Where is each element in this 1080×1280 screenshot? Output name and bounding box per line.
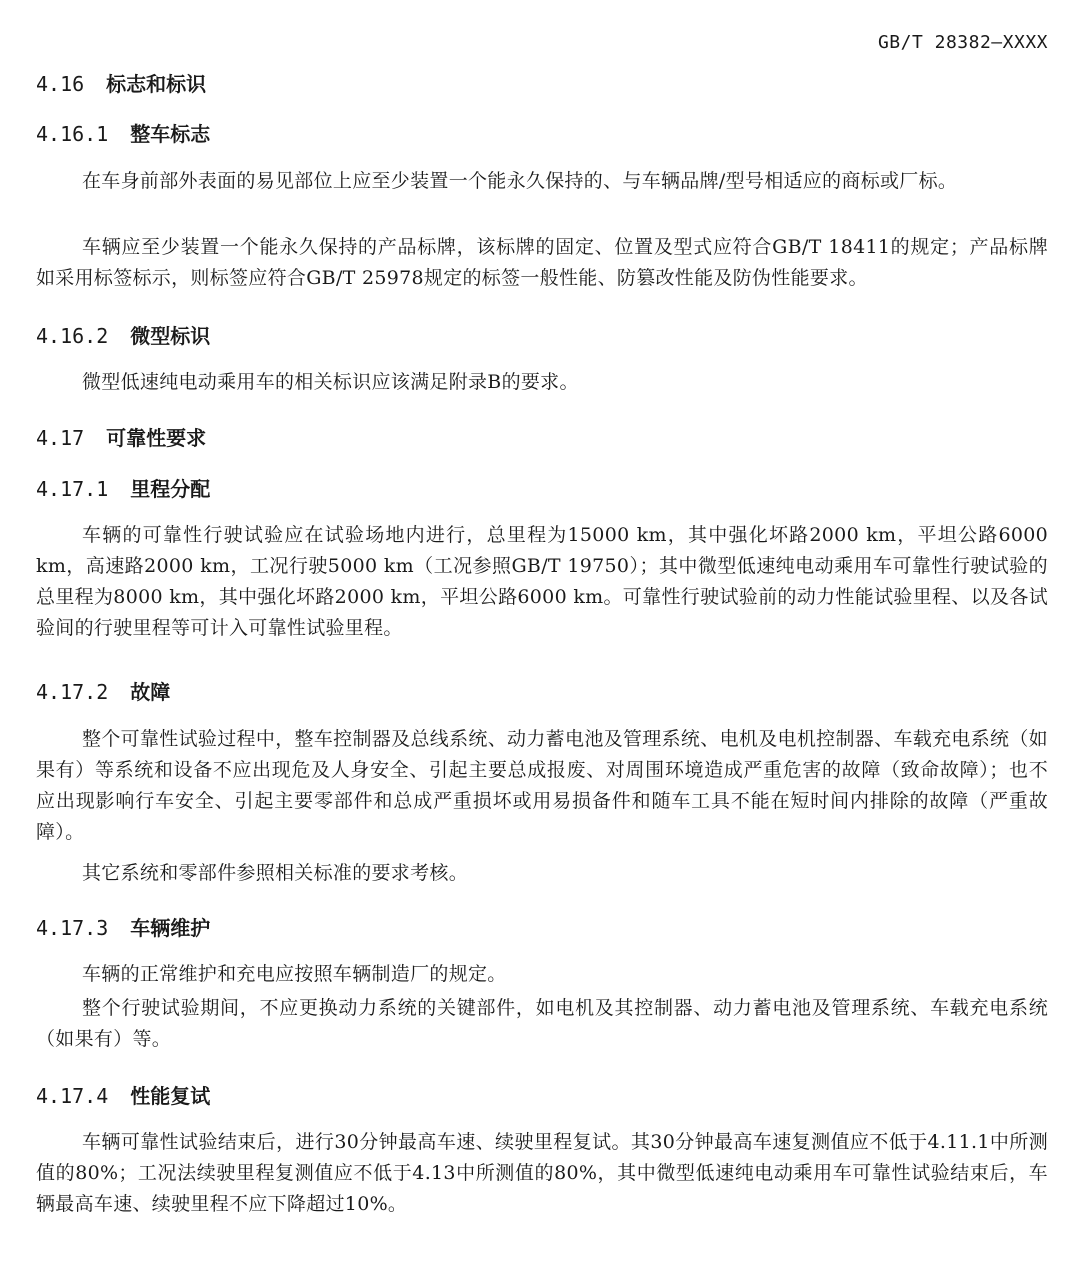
section-title: 车辆维护 xyxy=(130,916,211,940)
paragraph: 在车身前部外表面的易见部位上应至少装置一个能永久保持的、与车辆品牌/型号相适应的商标或厂标。 xyxy=(82,170,958,192)
heading-4-16 xyxy=(36,68,206,97)
paragraph: 车辆应至少装置一个能永久保持的产品标牌，该标牌的固定、位置及型式应符合GB/T 18411的规定；产品标牌如采用标签标示，则标签应符合GB/T 25978规定的标签一般性能、防篡改性能及防伪性能要求。 xyxy=(36,236,1048,289)
section-title: 整车标志 xyxy=(130,122,211,146)
section-title: 微型标识 xyxy=(130,324,211,348)
section-number: 4.17.4 xyxy=(36,1084,109,1108)
section-number: 4.17.1 xyxy=(36,477,109,501)
section-title: 性能复试 xyxy=(130,1084,211,1108)
paragraph: 车辆可靠性试验结束后，进行30分钟最高车速、续驶里程复试。其30分钟最高车速复测值应不低于4.11.1中所测值的80%；工况法续驶里程复测值应不低于4.13中所测值的80%，其中微型低速纯电动乘用车可靠性试验结束后，车辆最高车速、续驶里程不应下降超过10%。 xyxy=(36,1131,1048,1215)
section-number: 4.17.3 xyxy=(36,916,109,940)
paragraph: 整个行驶试验期间，不应更换动力系统的关键部件，如电机及其控制器、动力蓄电池及管理系统、车载充电系统（如果有）等。 xyxy=(36,997,1048,1050)
section-number: 4.16 xyxy=(36,72,85,96)
heading-4-17-4 xyxy=(36,1080,210,1109)
section-title: 可靠性要求 xyxy=(106,426,207,450)
heading-4-16-1 xyxy=(36,118,210,147)
paragraph: 车辆的正常维护和充电应按照车辆制造厂的规定。 xyxy=(82,963,507,985)
heading-4-17-2 xyxy=(36,676,170,705)
paragraph: 其它系统和零部件参照相关标准的要求考核。 xyxy=(82,862,469,884)
document-code: GB/T 28382—XXXX xyxy=(877,32,1048,53)
section-number: 4.17 xyxy=(36,426,85,450)
section-title: 故障 xyxy=(130,680,171,704)
paragraph: 微型低速纯电动乘用车的相关标识应该满足附录B的要求。 xyxy=(82,371,579,393)
section-number: 4.16.2 xyxy=(36,324,109,348)
paragraph: 整个可靠性试验过程中，整车控制器及总线系统、动力蓄电池及管理系统、电机及电机控制器、车载充电系统（如果有）等系统和设备不应出现危及人身安全、引起主要总成报废、对周围环境造成严重危害的故障（致命故障）；也不应出现影响行车安全、引起主要零部件和总成严重损坏或用易损备件和随车工具不能在短时间内排除的故障（严重故障）。 xyxy=(36,728,1048,843)
section-title: 里程分配 xyxy=(130,477,211,501)
section-title: 标志和标识 xyxy=(106,72,207,96)
paragraph: 车辆的可靠性行驶试验应在试验场地内进行，总里程为15000 km，其中强化坏路2000 km，平坦公路6000 km，高速路2000 km，工况行驶5000 km（工况参照GB/T 19750）；其中微型低速纯电动乘用车可靠性行驶试验的总里程为8000 km，其中强化坏路2000 km，平坦公路6000 km。可靠性行驶试验前的动力性能试验里程、以及各试验间的行驶里程等可计入可靠性试验里程。 xyxy=(36,524,1048,639)
heading-4-17 xyxy=(36,422,206,451)
section-number: 4.17.2 xyxy=(36,680,109,704)
heading-4-17-1 xyxy=(36,473,210,502)
heading-4-16-2 xyxy=(36,320,210,349)
section-number: 4.16.1 xyxy=(36,122,109,146)
heading-4-17-3 xyxy=(36,912,210,941)
